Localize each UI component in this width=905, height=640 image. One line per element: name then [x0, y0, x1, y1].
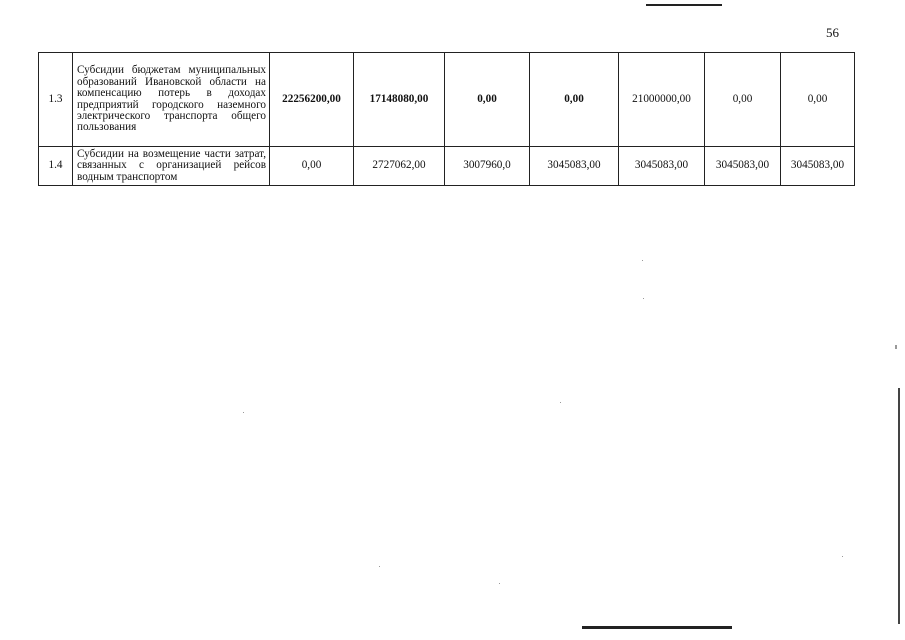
value-cell: 22256200,00: [270, 53, 354, 147]
scan-speck: [560, 402, 561, 403]
table-row: [39, 147, 855, 186]
bottom-scan-rule: [582, 626, 732, 629]
table-row: [39, 53, 855, 147]
value-cell: 3045083,00: [781, 147, 855, 186]
value-cell: 2727062,00: [354, 147, 445, 186]
row-number: 1.3: [39, 53, 73, 147]
scan-speck: [842, 556, 843, 557]
page-number: 56: [826, 25, 839, 40]
scan-speck: [895, 345, 897, 349]
scan-speck: [379, 566, 380, 567]
scan-speck: [243, 412, 244, 413]
right-scan-edge: [898, 388, 900, 624]
value-cell: 0,00: [445, 53, 530, 147]
value-cell: 0,00: [270, 147, 354, 186]
subsidy-table: [38, 52, 855, 186]
row-number: 1.4: [39, 147, 73, 186]
value-cell: 3045083,00: [705, 147, 781, 186]
value-cell: 3007960,0: [445, 147, 530, 186]
value-cell: 0,00: [781, 53, 855, 147]
value-cell: 21000000,00: [619, 53, 705, 147]
value-cell: 0,00: [705, 53, 781, 147]
scan-speck: [643, 298, 644, 299]
value-cell: 0,00: [530, 53, 619, 147]
scan-speck: [499, 583, 500, 584]
top-scan-rule: [646, 4, 722, 6]
row-description: Субсидии на возмещение части затрат, связанных с организацией рейсов водным транспортом: [73, 147, 270, 186]
scan-speck: [642, 260, 643, 261]
value-cell: 17148080,00: [354, 53, 445, 147]
row-description: Субсидии бюджетам муниципальных образований Ивановской области на компенсацию потерь в доходах предприятий городского наземного электрического транспорта общего пользования: [73, 53, 270, 147]
value-cell: 3045083,00: [530, 147, 619, 186]
value-cell: 3045083,00: [619, 147, 705, 186]
